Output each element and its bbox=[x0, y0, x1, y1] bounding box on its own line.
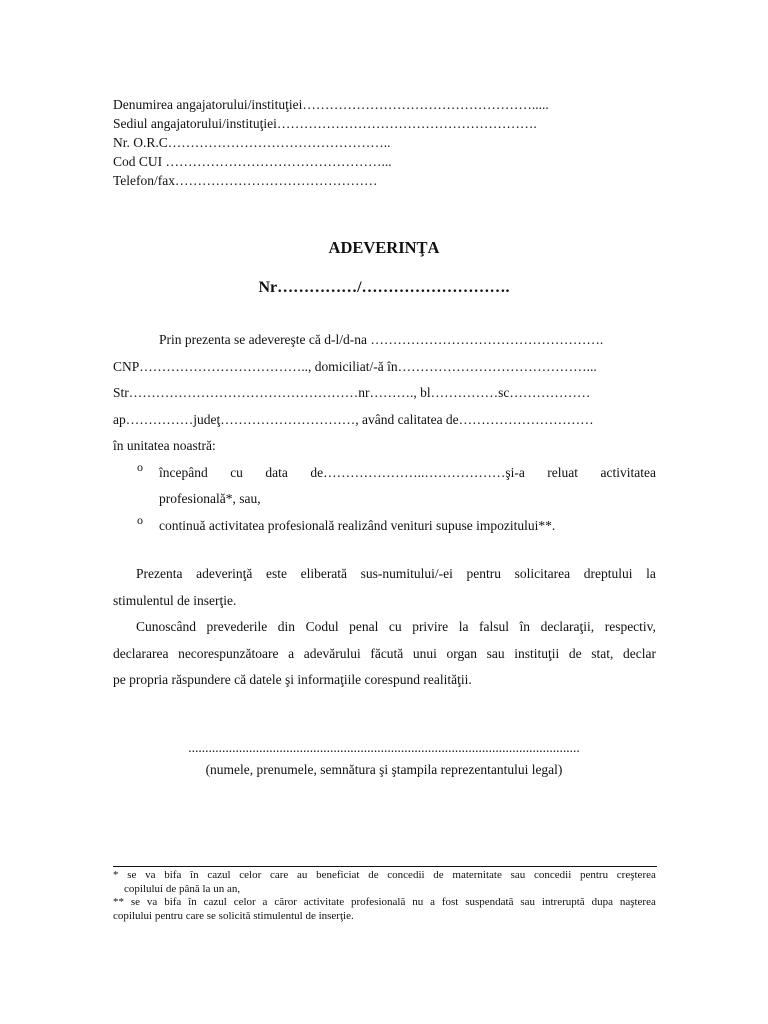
word: penal bbox=[349, 619, 379, 634]
body-line-unit: în unitatea noastră: bbox=[113, 438, 216, 453]
word: pentru bbox=[579, 869, 609, 881]
word: se bbox=[130, 896, 141, 908]
orc-line: Nr. O.R.C………………………………………….. bbox=[113, 135, 391, 150]
footnote-1-line bbox=[113, 869, 656, 883]
word: sau bbox=[520, 896, 536, 908]
word: profesională bbox=[350, 896, 406, 908]
footnotes bbox=[113, 869, 656, 923]
word: a bbox=[288, 645, 295, 661]
list-item bbox=[113, 460, 656, 513]
word: de bbox=[568, 645, 582, 661]
word: sau bbox=[486, 645, 505, 661]
list-item bbox=[113, 513, 656, 540]
employer-name-line: Denumirea angajatorului/instituţiei……………………………………………..... bbox=[113, 97, 549, 112]
word: declararea bbox=[113, 645, 169, 661]
body-line-apartment: ap……………judeţ…………………………, având calitatea de………………………… bbox=[113, 411, 594, 427]
word: creşterea bbox=[616, 869, 656, 881]
word: falsul bbox=[479, 619, 509, 634]
word: în bbox=[188, 896, 197, 908]
footnote-2-continuation: copilului pentru care se solicită stimulentul de inserţie. bbox=[113, 909, 354, 922]
word: de bbox=[368, 869, 379, 881]
para2-line-2 bbox=[113, 641, 656, 668]
document-title: ADEVERINŢA bbox=[328, 238, 440, 257]
word: la bbox=[646, 566, 656, 581]
body-line-street: Str……………………………………………nr………., bl……………sc……………… bbox=[113, 385, 591, 400]
word: pentru bbox=[466, 566, 502, 581]
word: este bbox=[265, 566, 287, 581]
paragraph-declaration bbox=[113, 614, 656, 694]
word: concedii bbox=[533, 869, 572, 881]
para1-line bbox=[113, 561, 656, 588]
word: cazul bbox=[203, 896, 227, 908]
word: instituţii bbox=[514, 645, 560, 661]
word: va bbox=[146, 896, 158, 908]
word: sus-numitului/-ei bbox=[360, 566, 453, 581]
word: dupa bbox=[591, 896, 613, 908]
word: eliberată bbox=[300, 566, 348, 581]
word: necorespunzătoare bbox=[178, 645, 279, 661]
signature-caption: (numele, prenumele, semnătura şi ştampila reprezentantului legal) bbox=[205, 762, 563, 777]
word: adevărului bbox=[303, 645, 361, 661]
word: bifa bbox=[164, 896, 182, 908]
word: solicitarea bbox=[514, 566, 571, 581]
word: respectiv, bbox=[604, 619, 656, 634]
word: prevederile bbox=[206, 619, 268, 634]
bullet2-line: continuă activitatea profesională realizând venituri supuse impozitului**. bbox=[159, 517, 556, 533]
word: în bbox=[519, 619, 531, 634]
word: celor bbox=[233, 896, 256, 908]
document-number-line: Nr……………/………………………. bbox=[258, 279, 510, 296]
word: fost bbox=[441, 896, 459, 908]
word: stat, bbox=[591, 645, 614, 661]
para1-last-line: stimulentul de inserţie. bbox=[113, 592, 237, 608]
word: intreruptă bbox=[541, 896, 585, 908]
word: va bbox=[145, 869, 156, 881]
word: cazul bbox=[207, 869, 231, 881]
word: au bbox=[296, 869, 308, 881]
paragraph-purpose bbox=[113, 561, 656, 614]
word: Cunoscând bbox=[136, 619, 196, 634]
bullet-marker: o bbox=[137, 459, 143, 474]
signature-line: .................................................................................................................... bbox=[188, 740, 580, 755]
word: sau bbox=[510, 869, 526, 881]
word: de…………………..………………şi-a bbox=[310, 464, 525, 480]
footnote-divider bbox=[113, 866, 657, 867]
word: celor bbox=[239, 869, 262, 881]
word: care bbox=[269, 869, 289, 881]
body-line-person: Prin prezenta se adevereşte că d-l/d-na ……………………………………………. bbox=[159, 332, 604, 347]
employer-header bbox=[113, 95, 549, 190]
body-line-cnp: CNP……………………………….., domiciliat/-ă în……………………………………... bbox=[113, 358, 597, 374]
word: activitatea bbox=[600, 464, 656, 480]
footnote-1-continuation: copilului de până la un an, bbox=[124, 882, 241, 895]
word: suspendată bbox=[465, 896, 514, 908]
word: declar bbox=[622, 645, 656, 661]
word: * bbox=[113, 869, 119, 881]
word: privire bbox=[412, 619, 449, 634]
word: cu bbox=[230, 464, 243, 480]
word: adeverinţă bbox=[196, 566, 253, 581]
word: se bbox=[127, 869, 137, 881]
word: ** bbox=[113, 896, 124, 908]
phone-fax-line: Telefon/fax……………………………………… bbox=[113, 173, 378, 188]
bullet1-continuation: profesională*, sau, bbox=[159, 491, 261, 506]
word: a bbox=[262, 896, 268, 908]
word: dreptului bbox=[583, 566, 633, 581]
para2-line-1 bbox=[113, 614, 656, 641]
word: unui bbox=[412, 645, 437, 661]
word: căror bbox=[274, 896, 297, 908]
word: concedii bbox=[387, 869, 425, 881]
cui-line: Cod CUI …………………………………………... bbox=[113, 154, 392, 169]
word: data bbox=[265, 464, 288, 480]
word: începând bbox=[159, 464, 208, 480]
footnote-2-line bbox=[113, 896, 656, 910]
word: de bbox=[433, 869, 444, 881]
word: beneficiat bbox=[316, 869, 360, 881]
word: făcută bbox=[370, 645, 404, 661]
word: organ bbox=[446, 645, 478, 661]
word: în bbox=[190, 869, 199, 881]
word: bifa bbox=[164, 869, 182, 881]
signature-block bbox=[0, 740, 768, 778]
word: Prezenta bbox=[136, 566, 183, 581]
para2-last-line: pe propria răspundere că datele şi informaţiile corespund realităţii. bbox=[113, 672, 472, 687]
word: a bbox=[430, 896, 435, 908]
bullet-marker: o bbox=[137, 512, 143, 527]
word: declaraţii, bbox=[540, 619, 595, 634]
word: activitate bbox=[303, 896, 345, 908]
word: reluat bbox=[547, 464, 579, 480]
employer-seat-line: Sediul angajatorului/instituţiei…………………………………………………. bbox=[113, 116, 537, 131]
word: maternitate bbox=[452, 869, 502, 881]
word: din bbox=[277, 619, 296, 634]
word: Codul bbox=[305, 619, 339, 634]
bullet1-line bbox=[159, 460, 656, 487]
word: la bbox=[458, 619, 469, 634]
word: naşterea bbox=[619, 896, 656, 908]
word: cu bbox=[388, 619, 402, 634]
word: nu bbox=[412, 896, 424, 908]
document-body bbox=[113, 327, 656, 694]
status-options-list bbox=[113, 460, 656, 540]
